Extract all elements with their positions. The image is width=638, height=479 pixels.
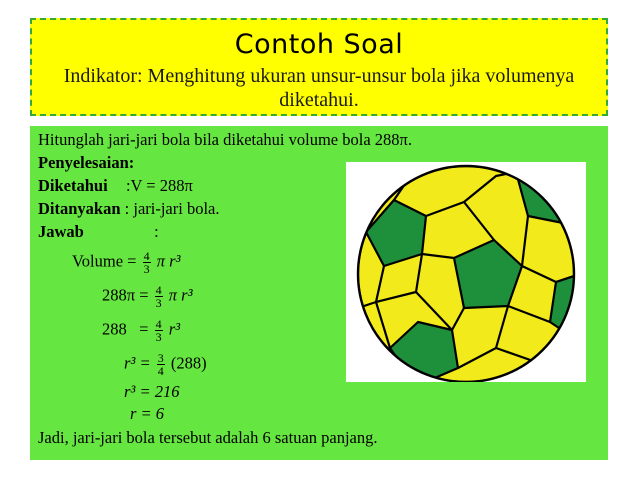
- step-3: [102, 318, 180, 343]
- step-6: r = 6: [130, 404, 165, 423]
- known-value: :V = 288π: [125, 176, 193, 195]
- asked-value: : jari-jari bola.: [124, 199, 220, 218]
- step-3-fraction: $\frac{4}{3}$: [155, 317, 162, 344]
- step-4-fraction: $\frac{3}{4}$: [157, 351, 164, 378]
- step-4-rhs: (288): [170, 353, 207, 373]
- known-row: [38, 176, 193, 196]
- step-4-lhs: r³ =: [124, 353, 151, 373]
- slide-indicator: Indikator: Menghitung ukuran unsur-unsur bola jika volumenya diketahui.: [63, 65, 575, 111]
- asked-label: Ditanyakan: [38, 199, 121, 218]
- step-3-lhs: 288 =: [102, 319, 149, 339]
- header-box: [30, 18, 608, 116]
- conclusion-text: Jadi, jari-jari bola tersebut adalah 6 satuan panjang.: [38, 428, 378, 447]
- step-1-fraction: $\frac{4}{3}$: [143, 249, 150, 276]
- solution-label: Penyelesaian:: [38, 153, 135, 172]
- answer-label: Jawab: [38, 222, 84, 241]
- step-2-rhs: π r³: [168, 285, 193, 305]
- step-2-lhs: 288π =: [102, 285, 149, 305]
- step-1: [72, 250, 180, 275]
- known-label: Diketahui: [38, 176, 108, 195]
- step-3-rhs: r³: [168, 319, 181, 339]
- slide-title: Contoh Soal: [234, 29, 404, 60]
- step-4: [124, 352, 207, 377]
- step-2: [102, 284, 193, 309]
- answer-row: [38, 222, 159, 242]
- step-2-fraction: $\frac{4}{3}$: [155, 283, 162, 310]
- asked-row: [38, 199, 220, 219]
- content-panel: [30, 126, 608, 460]
- question-text: Hitunglah jari-jari bola bila diketahui volume bola 288π.: [38, 130, 412, 149]
- step-1-rhs: π r³: [156, 251, 181, 271]
- soccer-ball-icon: [346, 162, 586, 382]
- answer-colon: :: [154, 222, 159, 241]
- illustration-box: [346, 162, 586, 382]
- step-1-lhs: Volume =: [72, 251, 137, 271]
- step-5: r³ = 216: [124, 382, 180, 401]
